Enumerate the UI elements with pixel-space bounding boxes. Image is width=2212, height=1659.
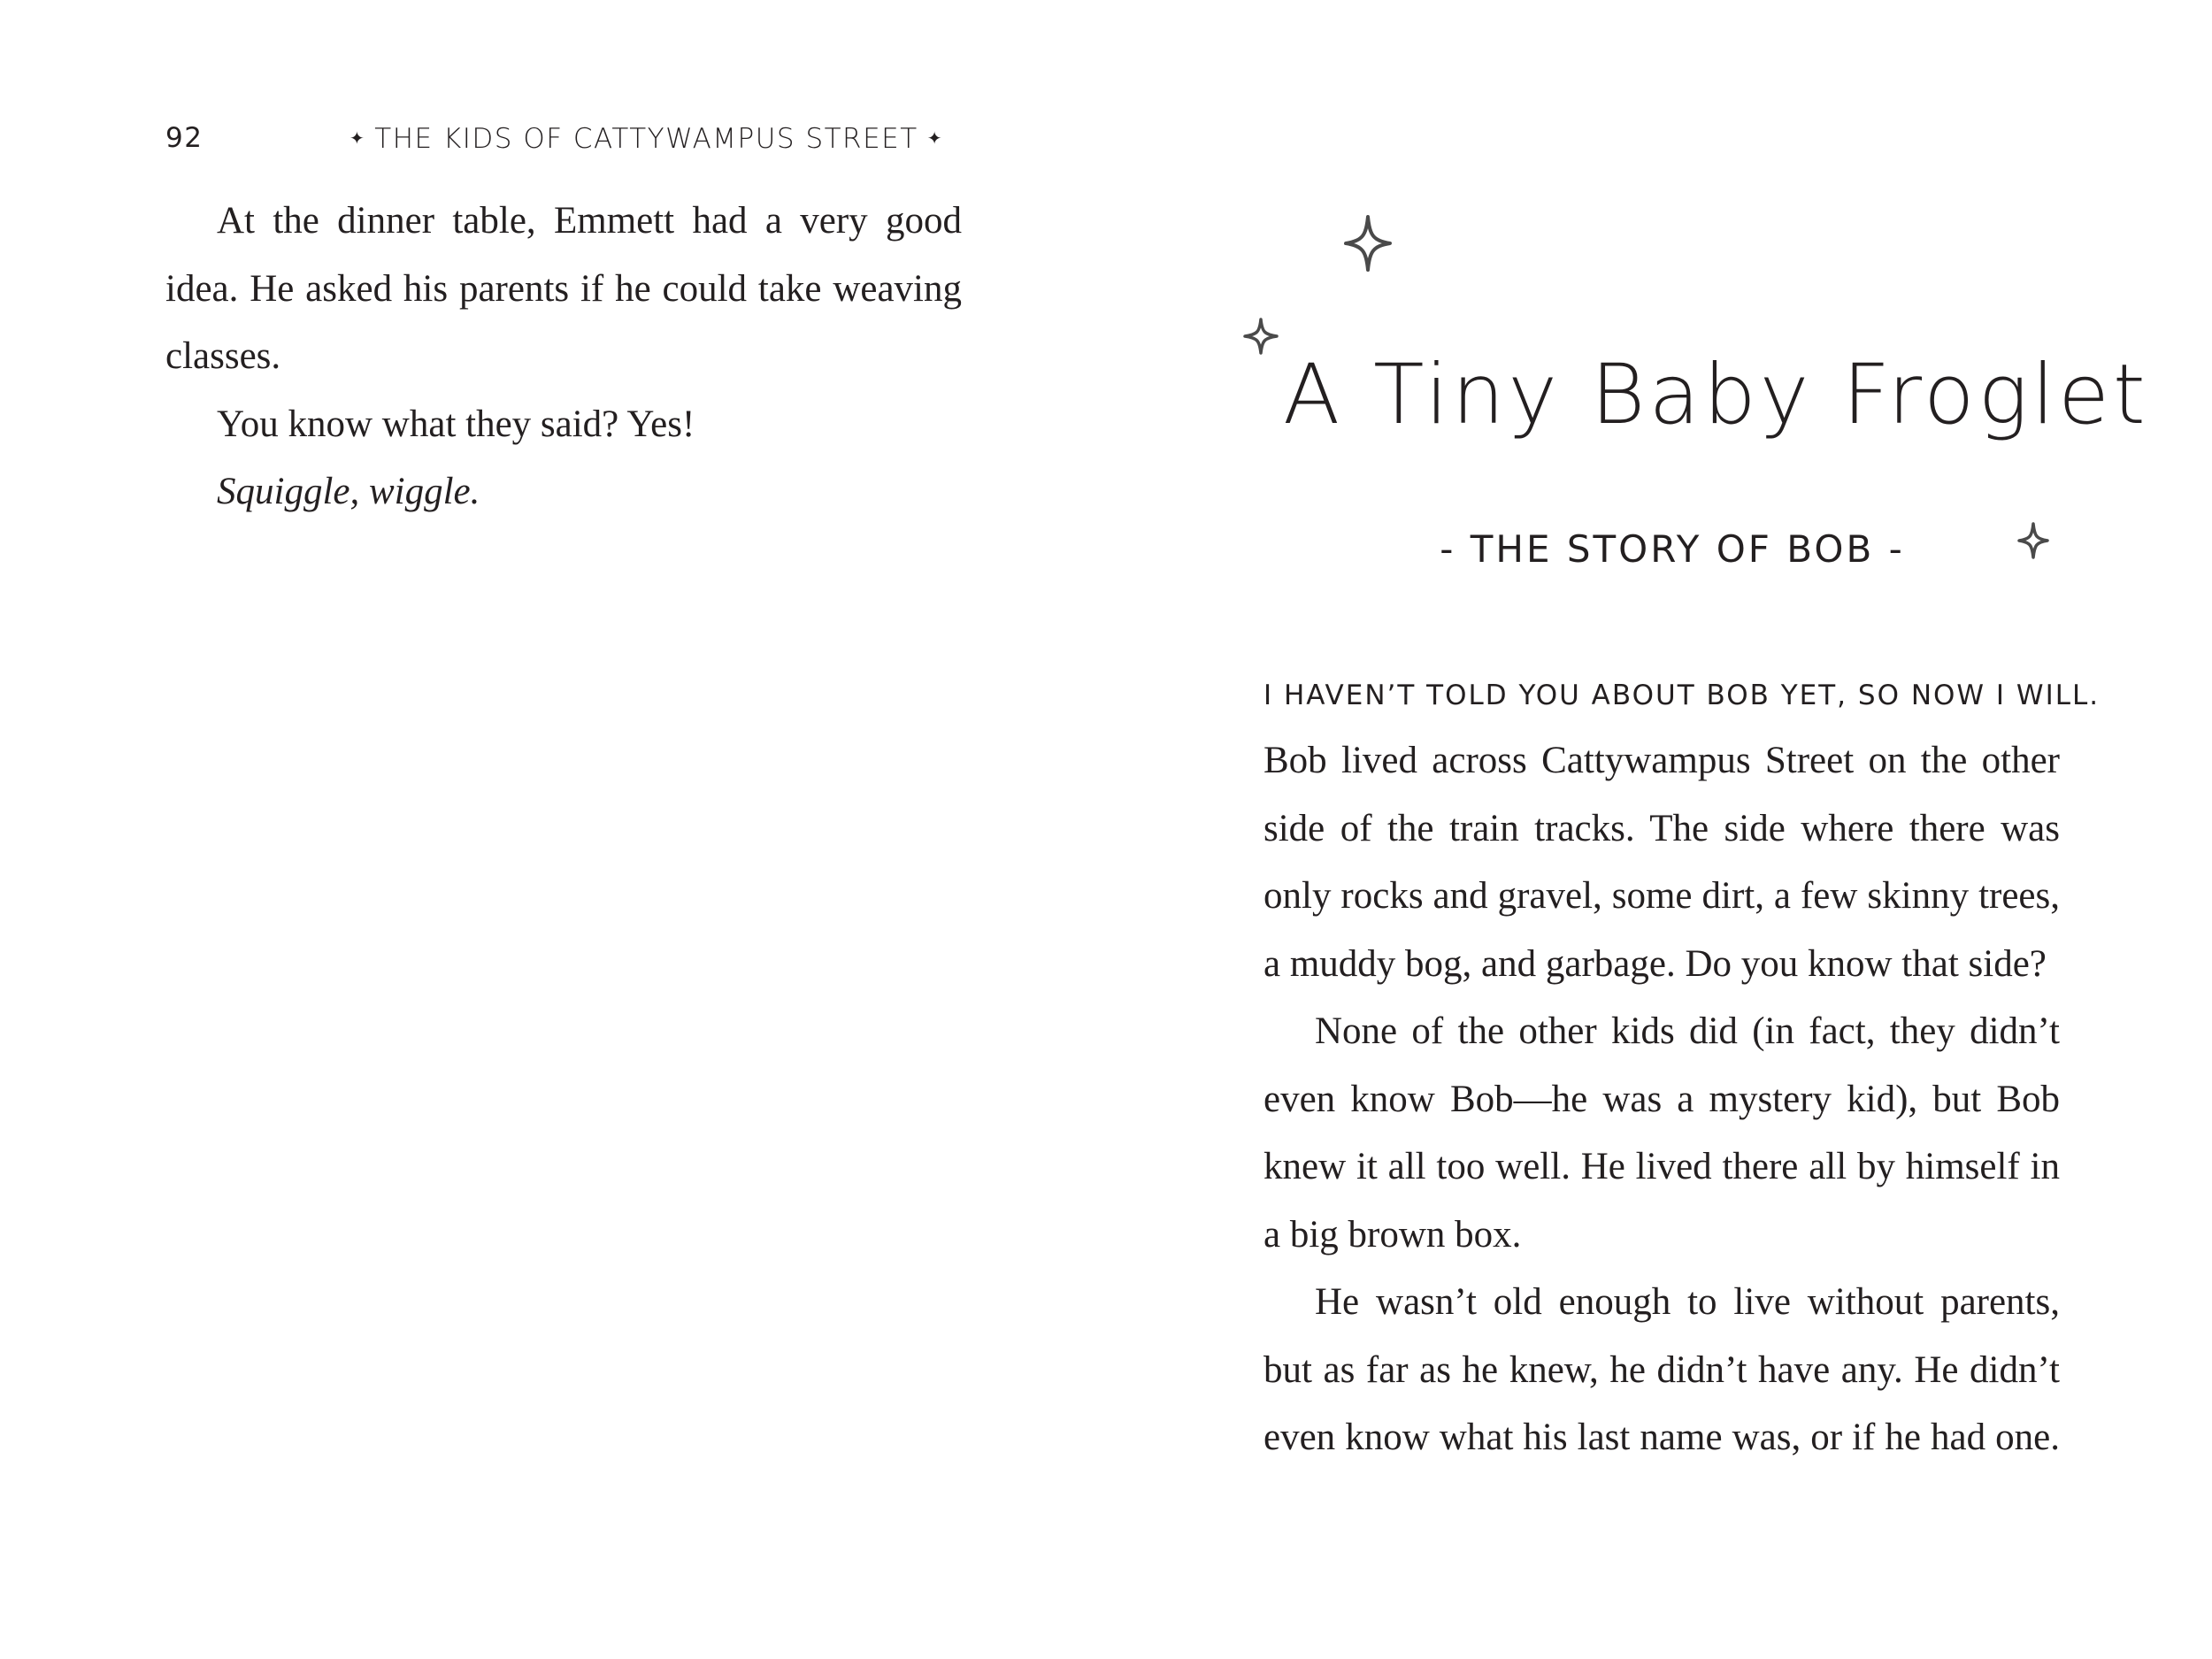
paragraph: None of the other kids did (in fact, they didn’t even know Bob—he was a mystery kid), but Bob knew it all too well. He lived there all by himself in a big brown box. bbox=[1263, 1010, 2060, 1256]
paragraph: Bob lived across Cattywampus Street on the other side of the train tracks. The side where there was only rocks and gravel, some dirt, a few skinny trees, a muddy bog, and garbage. Do you know that side? bbox=[1263, 740, 2060, 985]
star-icon: ✦ bbox=[926, 127, 943, 149]
paragraph: You know what they said? Yes! bbox=[217, 403, 695, 445]
sparkle-icon bbox=[1343, 214, 1393, 273]
chapter-lead-in: I HAVEN’T TOLD YOU ABOUT BOB YET, SO NOW I WILL. bbox=[1263, 680, 2101, 711]
chapter-title: A Tiny Baby Froglet bbox=[1283, 347, 2149, 443]
paragraph: Squiggle, wiggle. bbox=[217, 471, 480, 512]
paragraph: He wasn’t old enough to live without parents, but as far as he knew, he didn’t have any. He didn’t even know what his last name was, or if he had one. bbox=[1263, 1281, 2060, 1458]
chapter-subtitle: - THE STORY OF BOB - bbox=[1440, 527, 1905, 571]
running-title-text: THE KIDS OF CATTYWAMPUS STREET bbox=[374, 123, 918, 155]
sparkle-icon bbox=[1242, 317, 1279, 356]
paragraph: At the dinner table, Emmett had a very good idea. He asked his parents if he could take weaving classes. bbox=[165, 200, 962, 377]
running-head bbox=[165, 120, 962, 156]
body-text bbox=[1263, 727, 2060, 1472]
star-icon: ✦ bbox=[349, 127, 366, 149]
page-number: 92 bbox=[165, 122, 204, 154]
body-text bbox=[165, 188, 962, 526]
running-title bbox=[341, 120, 952, 157]
